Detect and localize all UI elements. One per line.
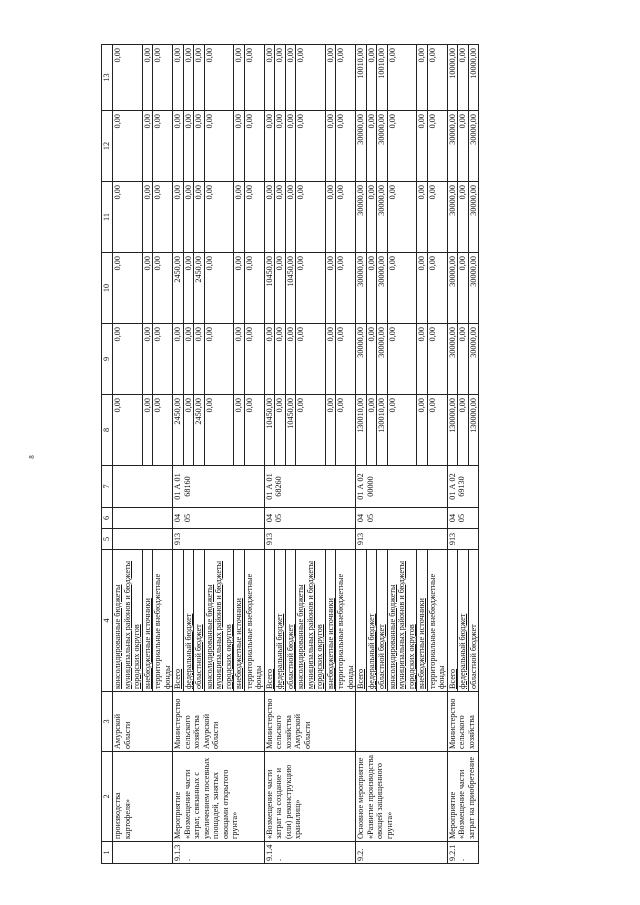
header-cell: 13 [102,45,113,111]
value-cell: 0,00 [336,111,356,182]
header-cell: 2 [102,752,113,842]
value-cell: 10450,00 [285,253,296,324]
funding-source: внебюджетные источники [417,550,428,692]
value-cell: 0,00 [234,45,245,111]
value-cell: 30000,00 [447,182,458,253]
value-cell: 30000,00 [468,253,479,324]
value-cell: 30000,00 [377,111,388,182]
value-cell: 0,00 [325,182,336,253]
funding-source: внебюджетные источники [325,550,336,692]
funding-source: Всего [447,550,458,692]
value-cell: 0,00 [183,111,194,182]
code-grbs [113,529,173,550]
value-cell: 0,00 [336,253,356,324]
value-cell: 0,00 [204,253,234,324]
funding-source: областной бюджет [377,550,388,692]
header-cell: 3 [102,692,113,752]
funding-source: Всего [356,550,367,692]
value-cell: 0,00 [264,324,275,395]
funding-source: внебюджетные источники [234,550,245,692]
value-cell: 0,00 [458,45,469,111]
value-cell: 30000,00 [468,111,479,182]
header-cell: 10 [102,253,113,324]
value-cell: 0,00 [427,45,447,111]
value-cell: 0,00 [417,253,428,324]
header-cell: 9 [102,324,113,395]
value-cell: 2450,00 [194,395,205,466]
value-cell: 0,00 [325,111,336,182]
value-cell: 0,00 [387,182,417,253]
value-cell: 0,00 [204,45,234,111]
value-cell: 0,00 [194,45,205,111]
value-cell: 0,00 [142,182,153,253]
header-cell: 4 [102,550,113,692]
header-cell: 5 [102,529,113,550]
value-cell: 0,00 [264,111,275,182]
value-cell: 10000,00 [468,45,479,111]
value-cell: 0,00 [194,324,205,395]
row-number: 9.1.4. [264,842,356,864]
header-cell: 6 [102,508,113,529]
value-cell: 0,00 [296,111,326,182]
executor [356,692,448,752]
rotated-page [101,45,638,864]
value-cell: 30000,00 [356,253,367,324]
value-cell: 0,00 [275,111,286,182]
value-cell: 0,00 [336,45,356,111]
value-cell: 0,00 [153,182,173,253]
value-cell: 130010,00 [377,395,388,466]
funding-source: федеральный бюджет [183,550,194,692]
value-cell: 0,00 [366,45,377,111]
header-cell: 11 [102,182,113,253]
value-cell: 0,00 [204,395,234,466]
value-cell: 0,00 [153,111,173,182]
value-cell: 0,00 [387,253,417,324]
code-grbs: 913 [264,529,356,550]
value-cell: 10010,00 [356,45,367,111]
value-cell: 0,00 [336,395,356,466]
value-cell: 0,00 [113,45,143,111]
value-cell: 10450,00 [264,253,275,324]
value-cell: 0,00 [113,395,143,466]
header-cell: 7 [102,466,113,508]
value-cell: 0,00 [153,395,173,466]
funding-source: областной бюджет [194,550,205,692]
funding-source: областной бюджет [468,550,479,692]
value-cell: 0,00 [417,182,428,253]
value-cell: 0,00 [244,182,264,253]
funding-source: консолидированные бюджеты муниципальных районов и бюджеты городских округов [387,550,417,692]
value-cell: 0,00 [183,45,194,111]
funding-source: внебюджетные источники [142,550,153,692]
value-cell: 0,00 [183,324,194,395]
value-cell: 0,00 [264,182,275,253]
funding-source: консолидированные бюджеты муниципальных районов и бюджеты городских округов [113,550,143,692]
funding-source: территориальные внебюджетные фонды [153,550,173,692]
value-cell: 0,00 [427,182,447,253]
value-cell: 0,00 [427,253,447,324]
value-cell: 0,00 [296,395,326,466]
value-cell: 0,00 [275,324,286,395]
value-cell: 0,00 [275,182,286,253]
value-cell: 0,00 [183,182,194,253]
value-cell: 0,00 [234,111,245,182]
value-cell: 0,00 [427,324,447,395]
value-cell: 30000,00 [468,182,479,253]
executor: Министерство сельского хозяйства Амурской области [264,692,356,752]
header-cell: 1 [102,842,113,864]
value-cell: 0,00 [417,45,428,111]
measure-name: производства картофеля» [113,752,173,842]
table-row [113,45,143,864]
executor: Министерство сельского хозяйства Амурской области [173,692,265,752]
executor: Министерство сельского хозяйства [447,692,479,752]
value-cell: 0,00 [183,395,194,466]
table-row [447,45,458,864]
value-cell: 30000,00 [447,324,458,395]
value-cell: 0,00 [325,324,336,395]
value-cell: 10010,00 [377,45,388,111]
value-cell: 30000,00 [447,111,458,182]
value-cell: 0,00 [366,395,377,466]
value-cell: 0,00 [173,111,184,182]
value-cell: 130000,00 [447,395,458,466]
code-rzpr: 04 05 [356,508,448,529]
funding-source: федеральный бюджет [366,550,377,692]
value-cell: 0,00 [296,182,326,253]
value-cell: 0,00 [153,253,173,324]
value-cell: 30000,00 [447,253,458,324]
value-cell: 0,00 [204,111,234,182]
value-cell: 0,00 [366,253,377,324]
value-cell: 0,00 [366,111,377,182]
value-cell: 30000,00 [356,111,367,182]
code-grbs: 913 [173,529,265,550]
page-number: 8 [27,455,36,459]
measure-name: Мероприятие «Возмещение части затрат на приобретение [447,752,479,842]
value-cell: 30000,00 [377,253,388,324]
value-cell: 0,00 [458,395,469,466]
funding-source: консолидированные бюджеты муниципальных районов и бюджеты городских округов [296,550,326,692]
value-cell: 2450,00 [173,395,184,466]
table-row [356,45,367,864]
value-cell: 130000,00 [468,395,479,466]
funding-source: территориальные внебюджетные фонды [244,550,264,692]
funding-source: федеральный бюджет [458,550,469,692]
value-cell: 0,00 [336,182,356,253]
value-cell: 0,00 [458,182,469,253]
value-cell: 30000,00 [356,324,367,395]
value-cell: 0,00 [285,45,296,111]
value-cell: 0,00 [244,395,264,466]
value-cell: 0,00 [325,45,336,111]
value-cell: 0,00 [336,324,356,395]
value-cell: 0,00 [153,324,173,395]
value-cell: 0,00 [113,182,143,253]
value-cell: 0,00 [417,324,428,395]
value-cell: 0,00 [234,324,245,395]
value-cell: 130010,00 [356,395,367,466]
value-cell: 10450,00 [264,395,275,466]
code-grbs: 913 [447,529,479,550]
value-cell: 0,00 [296,45,326,111]
value-cell: 0,00 [427,395,447,466]
measure-name: «Возмещение части затрат на создание и (или) реконструкцию хранилищ» [264,752,356,842]
value-cell: 0,00 [427,111,447,182]
value-cell: 0,00 [296,324,326,395]
code-rzpr [113,508,173,529]
value-cell: 0,00 [204,324,234,395]
value-cell: 0,00 [387,45,417,111]
value-cell: 0,00 [234,395,245,466]
value-cell: 0,00 [173,45,184,111]
value-cell: 0,00 [387,324,417,395]
value-cell: 0,00 [244,45,264,111]
funding-source: консолидированные бюджеты муниципальных районов и бюджеты городских округов [204,550,234,692]
measure-name: Мероприятие «Возмещение части затрат, связанных с увеличением посевных площадей, занятых овощами открытого грунта» [173,752,265,842]
value-cell: 0,00 [285,111,296,182]
value-cell: 0,00 [173,182,184,253]
value-cell: 0,00 [142,324,153,395]
header-cell: 12 [102,111,113,182]
value-cell: 2450,00 [194,253,205,324]
code-csr: 01 А 02 00000 [356,466,448,508]
value-cell: 0,00 [234,253,245,324]
funding-source: областной бюджет [285,550,296,692]
value-cell: 30000,00 [377,182,388,253]
funding-source: территориальные внебюджетные фонды [336,550,356,692]
value-cell: 0,00 [244,253,264,324]
funding-source: федеральный бюджет [275,550,286,692]
value-cell: 0,00 [458,324,469,395]
value-cell: 0,00 [275,395,286,466]
value-cell: 0,00 [325,253,336,324]
code-csr: 01 А 02 69130 [447,466,479,508]
value-cell: 0,00 [458,111,469,182]
header-row [102,45,113,864]
funding-source: территориальные внебюджетные фонды [427,550,447,692]
value-cell: 10450,00 [285,395,296,466]
row-number: 9.2. [356,842,448,864]
funding-source: Всего [173,550,184,692]
table-row [264,45,275,864]
value-cell: 0,00 [458,253,469,324]
value-cell: 0,00 [417,111,428,182]
value-cell: 0,00 [325,395,336,466]
code-csr: 01 А 01 68160 [173,466,265,508]
code-rzpr: 04 05 [264,508,356,529]
value-cell: 0,00 [296,253,326,324]
value-cell: 0,00 [366,324,377,395]
executor: Амурской области [113,692,173,752]
budget-table [101,44,479,864]
value-cell: 30000,00 [377,324,388,395]
value-cell: 0,00 [244,324,264,395]
value-cell: 0,00 [142,111,153,182]
value-cell: 0,00 [234,182,245,253]
code-grbs: 913 [356,529,448,550]
value-cell: 0,00 [275,253,286,324]
value-cell: 0,00 [387,395,417,466]
value-cell: 2450,00 [173,253,184,324]
header-cell: 8 [102,395,113,466]
value-cell: 0,00 [183,253,194,324]
value-cell: 0,00 [244,111,264,182]
value-cell: 0,00 [204,182,234,253]
value-cell: 0,00 [142,253,153,324]
row-number: 9.1.3. [173,842,265,864]
value-cell: 0,00 [285,324,296,395]
row-number [113,842,173,864]
value-cell: 0,00 [194,111,205,182]
value-cell: 0,00 [173,324,184,395]
value-cell: 0,00 [113,253,143,324]
code-rzpr: 04 05 [447,508,479,529]
value-cell: 0,00 [366,182,377,253]
value-cell: 0,00 [387,111,417,182]
value-cell: 0,00 [153,45,173,111]
value-cell: 0,00 [417,395,428,466]
code-rzpr: 04 05 [173,508,265,529]
value-cell: 0,00 [113,111,143,182]
value-cell: 0,00 [113,324,143,395]
code-csr [113,466,173,508]
value-cell: 0,00 [142,45,153,111]
code-csr: 01 А 01 68260 [264,466,356,508]
value-cell: 0,00 [194,182,205,253]
value-cell: 10000,00 [447,45,458,111]
value-cell: 30000,00 [356,182,367,253]
table-row [173,45,184,864]
value-cell: 0,00 [275,45,286,111]
funding-source: Всего [264,550,275,692]
value-cell: 0,00 [264,45,275,111]
value-cell: 0,00 [142,395,153,466]
measure-name: Основное мероприятие «Развитие производства овощей защищенного грунта» [356,752,448,842]
value-cell: 30000,00 [468,324,479,395]
value-cell: 0,00 [285,182,296,253]
row-number: 9.2.1. [447,842,479,864]
